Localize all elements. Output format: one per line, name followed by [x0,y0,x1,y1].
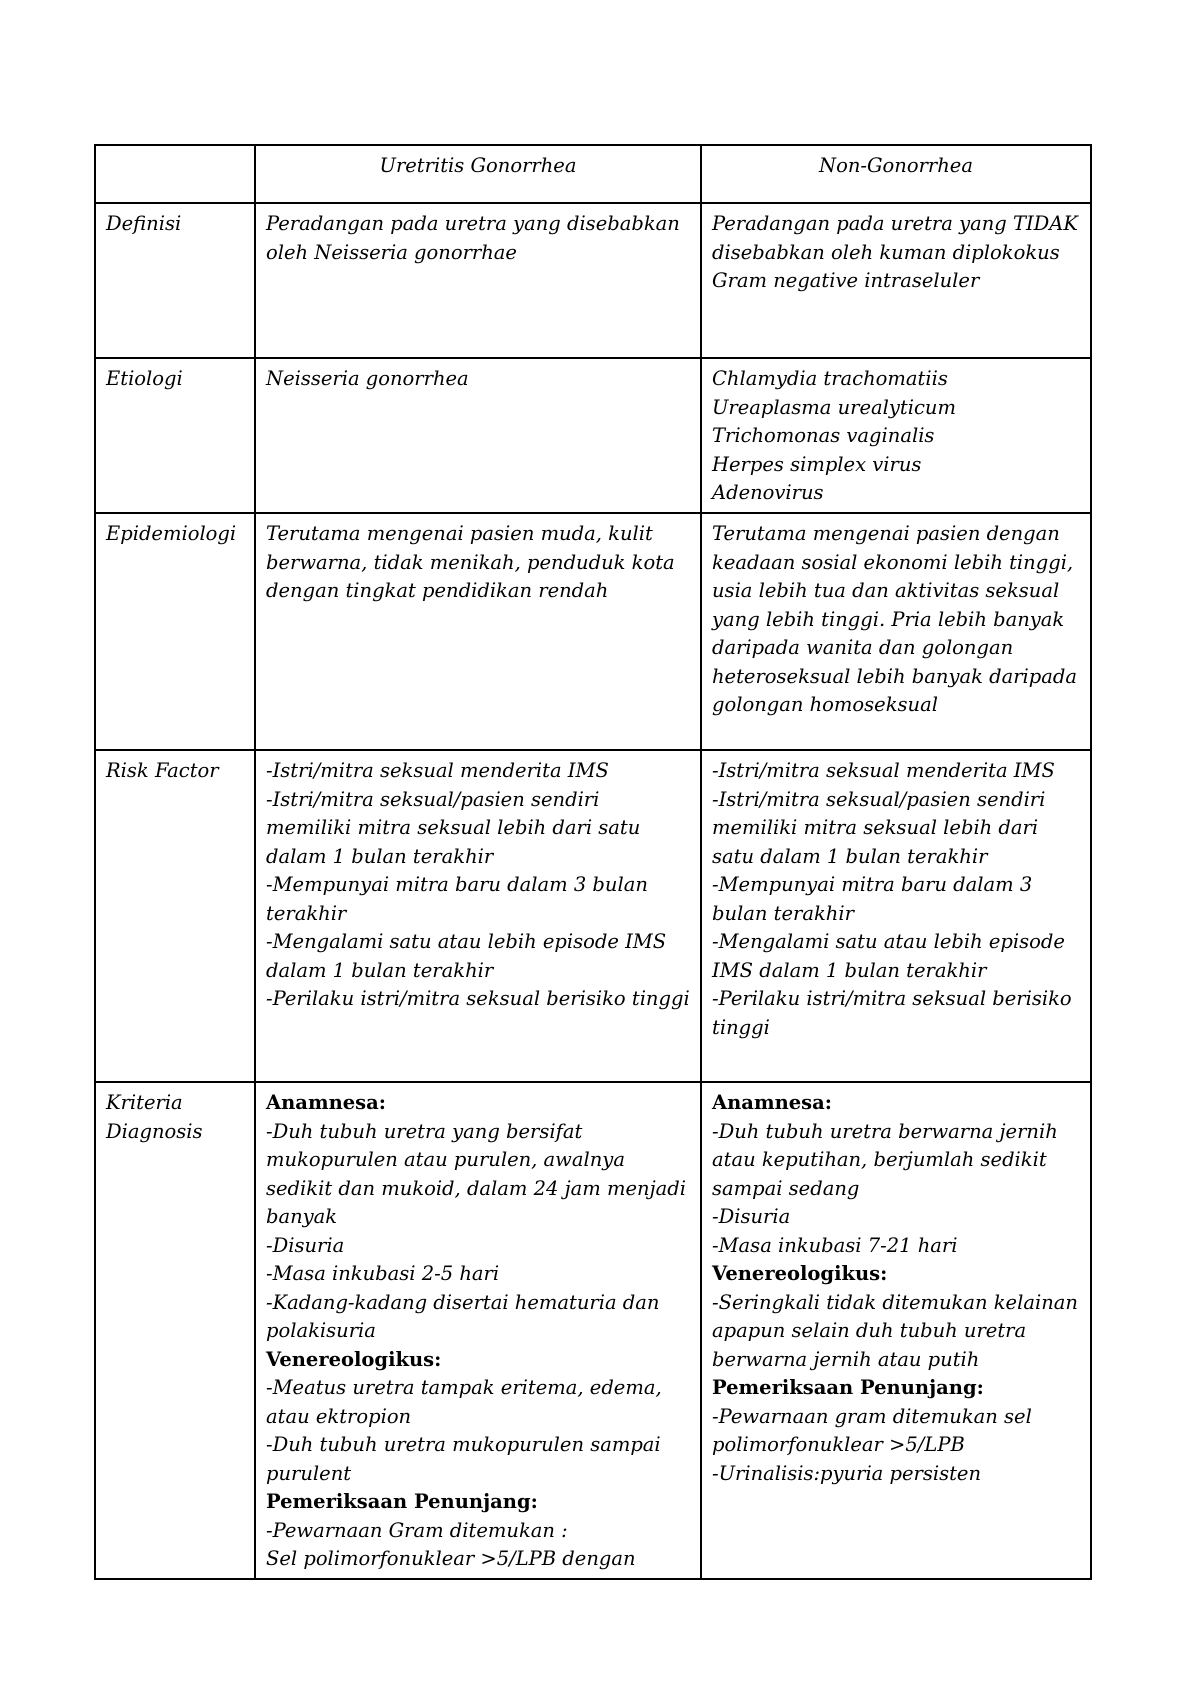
list-item: -Pewarnaan Gram ditemukan : [266,1518,568,1542]
header-empty-cell [95,145,255,203]
section-heading: Venereologikus: [266,1347,442,1371]
list-item: Trichomonas vaginalis [712,424,935,447]
etiologi-gonorrhea: Neisseria gonorrhea [255,358,701,513]
comparison-table [94,144,1092,1580]
list-item: -Istri/mitra seksual menderita IMS [266,759,609,782]
list-item: -Masa inkubasi 7-21 hari [712,1233,958,1257]
label-kriteria-diagnosis: Kriteria Diagnosis [95,1082,255,1579]
list-item: -Disuria [266,1233,345,1257]
risk-factor-non-gonorrhea [701,750,1091,1082]
list-item: -Disuria [712,1205,791,1228]
epidemiologi-gonorrhea: Terutama mengenai pasien muda, kulit berwarna, tidak menikah, penduduk kota dengan tingkat pendidikan rendah [255,513,701,750]
label-epidemiologi: Epidemiologi [95,513,255,750]
definisi-non-gonorrhea: Peradangan pada uretra yang TIDAK disebabkan oleh kuman diplokokus Gram negative intraseluler [701,203,1091,358]
list-item: -Kadang-kadang disertai hematuria dan polakisuria [266,1290,660,1342]
row-kriteria-diagnosis [95,1082,1091,1579]
row-etiologi [95,358,1091,513]
list-item: -Duh tubuh uretra yang bersifat mukopurulen atau purulen, awalnya sedikit dan mukoid, dalam 24 jam menjadi banyak [266,1119,686,1228]
list-item: Adenovirus [712,481,824,504]
row-risk-factor [95,750,1091,1082]
risk-factor-gonorrhea [255,750,701,1082]
list-item: -Perilaku istri/mitra seksual berisiko tinggi [266,987,690,1010]
list-item: -Masa inkubasi 2-5 hari [266,1262,500,1285]
header-non-gonorrhea: Non-Gonorrhea [701,145,1091,203]
list-item: -Mengalami satu atau lebih episode IMS dalam 1 bulan terakhir [266,930,667,982]
section-heading: Anamnesa: [266,1091,386,1114]
kriteria-gonorrhea [255,1082,701,1579]
header-row [95,145,1091,203]
list-item: -Urinalisis:pyuria persisten [712,1461,982,1485]
list-item: -Duh tubuh uretra mukopurulen sampai purulent [266,1433,661,1485]
list-item: Chlamydia trachomatiis [712,367,948,390]
list-item: -Mengalami satu atau lebih episode IMS dalam 1 bulan terakhir [712,930,1065,982]
header-gonorrhea: Uretritis Gonorrhea [255,145,701,203]
list-item: -Seringkali tidak ditemukan kelainan apapun selain duh tubuh uretra berwarna jernih atau putih [712,1290,1078,1371]
row-definisi [95,203,1091,358]
list-item: Herpes simplex virus [712,452,922,476]
kriteria-non-gonorrhea [701,1082,1091,1579]
label-risk-factor: Risk Factor [95,750,255,1082]
list-item: -Istri/mitra seksual menderita IMS [712,759,1055,782]
epidemiologi-non-gonorrhea: Terutama mengenai pasien dengan keadaan sosial ekonomi lebih tinggi, usia lebih tua dan aktivitas seksual yang lebih tinggi. Pria lebih banyak daripada wanita dan golongan heteroseksual lebih banyak daripada golongan homoseksual [701,513,1091,750]
label-definisi: Definisi [95,203,255,358]
section-heading: Pemeriksaan Penunjang: [266,1490,538,1513]
list-item: -Mempunyai mitra baru dalam 3 bulan terakhir [712,873,1033,925]
etiologi-non-gonorrhea [701,358,1091,513]
list-item: Sel polimorfonuklear >5/LPB dengan [266,1547,636,1570]
list-item: -Mempunyai mitra baru dalam 3 bulan terakhir [266,873,648,925]
list-item: -Pewarnaan gram ditemukan sel polimorfonuklear >5/LPB [712,1404,1032,1456]
list-item: -Duh tubuh uretra berwarna jernih atau keputihan, berjumlah sedikit sampai sedang [712,1119,1058,1200]
list-item: -Istri/mitra seksual/pasien sendiri memiliki mitra seksual lebih dari satu dalam 1 bulan terakhir [266,787,641,868]
section-heading: Venereologikus: [712,1262,888,1285]
label-etiologi: Etiologi [95,358,255,513]
list-item: Ureaplasma urealyticum [712,395,956,419]
row-epidemiologi [95,513,1091,750]
definisi-gonorrhea: Peradangan pada uretra yang disebabkan oleh Neisseria gonorrhae [255,203,701,358]
list-item: -Perilaku istri/mitra seksual berisiko tinggi [712,987,1072,1039]
list-item: -Meatus uretra tampak eritema, edema, atau ektropion [266,1376,662,1428]
list-item: -Istri/mitra seksual/pasien sendiri memiliki mitra seksual lebih dari satu dalam 1 bulan terakhir [712,787,1046,868]
section-heading: Pemeriksaan Penunjang: [712,1376,984,1399]
section-heading: Anamnesa: [712,1091,832,1114]
